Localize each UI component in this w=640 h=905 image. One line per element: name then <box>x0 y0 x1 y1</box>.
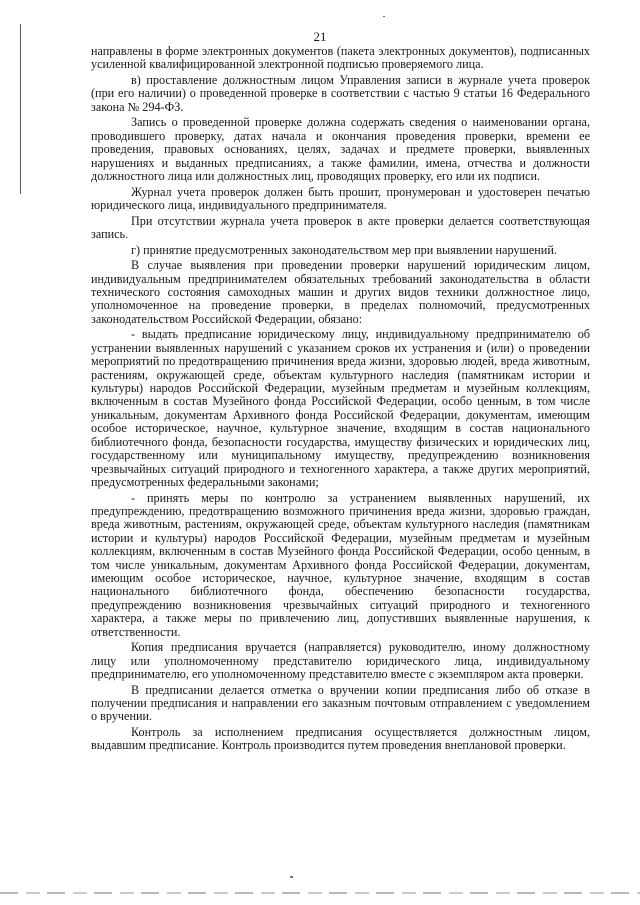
list-item: - принять меры по контролю за устранением выявленных нарушений, их предупреждению, предотвращению возможного причинения вреда жизни, здоровью граждан, вреда животным, растениям, окружающей среде, объектам культурного наследия (памятникам истории и культуры) народов Российской Федерации, музейным предметам и музейным коллекциям, включенным в состав Музейного фонда Российской Федерации, особо ценным, в том числе уникальным, документам Архивного фонда Российской Федерации, документам, имеющим особое историческое, научное, культурное значение, входящим в состав национального библиотечного фонда, обеспечению безопасности государства, предупреждению возникновения чрезвычайных ситуаций природного и техногенного характера, а также меры по привлечению лиц, допустивших выявленные нарушения, к ответственности. <box>91 490 590 639</box>
paragraph: Журнал учета проверок должен быть прошит, пронумерован и удостоверен печатью юридического лица, индивидуального предпринимателя. <box>91 184 590 213</box>
scan-speck <box>290 876 293 878</box>
paragraph: Контроль за исполнением предписания осуществляется должностным лицом, выдавшим предписание. Контроль производится путем проведения внеплановой проверки. <box>91 724 590 753</box>
paragraph: Запись о проведенной проверке должна содержать сведения о наименовании органа, проводившего проверку, датах начала и окончания проведения проверки, времени ее проведения, правовых основаниях, целях, задачах и предмете проверки, выявленных нарушениях и выданных предписаниях, а также фамилии, имена, отчества и должности должностного лица или должностных лиц, проводящих проверку, его или их подписи. <box>91 115 590 184</box>
scan-speck <box>383 16 385 17</box>
list-item: - выдать предписание юридическому лицу, индивидуальному предпринимателю об устранении выявленных нарушений с указанием сроков их устранения и (или) о проведении мероприятий по предотвращению причинения вреда жизни, здоровью людей, вреда животным, растениям, окружающей среде, объектам культурного наследия (памятникам истории и культуры) народов Российской Федерации, музейным предметам и музейным коллекциям, включенным в состав Музейного фонда Российской Федерации, особо ценным, в том числе уникальным, документам Архивного фонда Российской Федерации, документам, имеющим особое историческое, научное, культурное значение, входящим в состав национального библиотечного фонда, безопасности государства, имуществу физических и юридических лиц, государственному или муниципальному имуществу, предупреждению возникновения чрезвычайных ситуаций природного и техногенного характера, а также других мероприятий, предусмотренных федеральными законами; <box>91 327 590 489</box>
paragraph: В предписании делается отметка о вручении копии предписания либо об отказе в получении предписания и направлении его заказным почтовым отправлением с уведомлением о вручении. <box>91 682 590 724</box>
scan-edge-artifact <box>0 892 640 894</box>
page-number: 21 <box>313 29 327 44</box>
paragraph: В случае выявления при проведении проверки нарушений юридическим лицом, индивидуальным предпринимателем обязательных требований законодательства в области технического состояния самоходных машин и других видов техники должностное лицо, уполномоченное на проведение проверки, в пределах полномочий, предусмотренных законодательством Российской Федерации, обязано: <box>91 258 590 326</box>
paragraph: г) принятие предусмотренных законодательством мер при выявлении нарушений. <box>131 242 557 257</box>
paragraph: При отсутствии журнала учета проверок в акте проверки делается соответствующая запись. <box>91 213 590 242</box>
document-body <box>91 45 590 755</box>
page-margin-line <box>20 24 21 194</box>
paragraph: в) проставление должностным лицом Управления записи в журнале учета проверок (при его наличии) о проведенной проверке в соответствии с частью 9 статьи 16 Федерального закона № 294-ФЗ. <box>91 73 590 114</box>
paragraph: Копия предписания вручается (направляется) руководителю, иному должностному лицу или уполномоченному представителю юридического лица, индивидуальному предпринимателю, его уполномоченному представителю вместе с экземпляром акта проверки. <box>91 640 590 681</box>
paragraph: направлены в форме электронных документов (пакета электронных документов), подписанных усиленной квалифицированной электронной подписью проверяемого лица. <box>91 44 590 72</box>
